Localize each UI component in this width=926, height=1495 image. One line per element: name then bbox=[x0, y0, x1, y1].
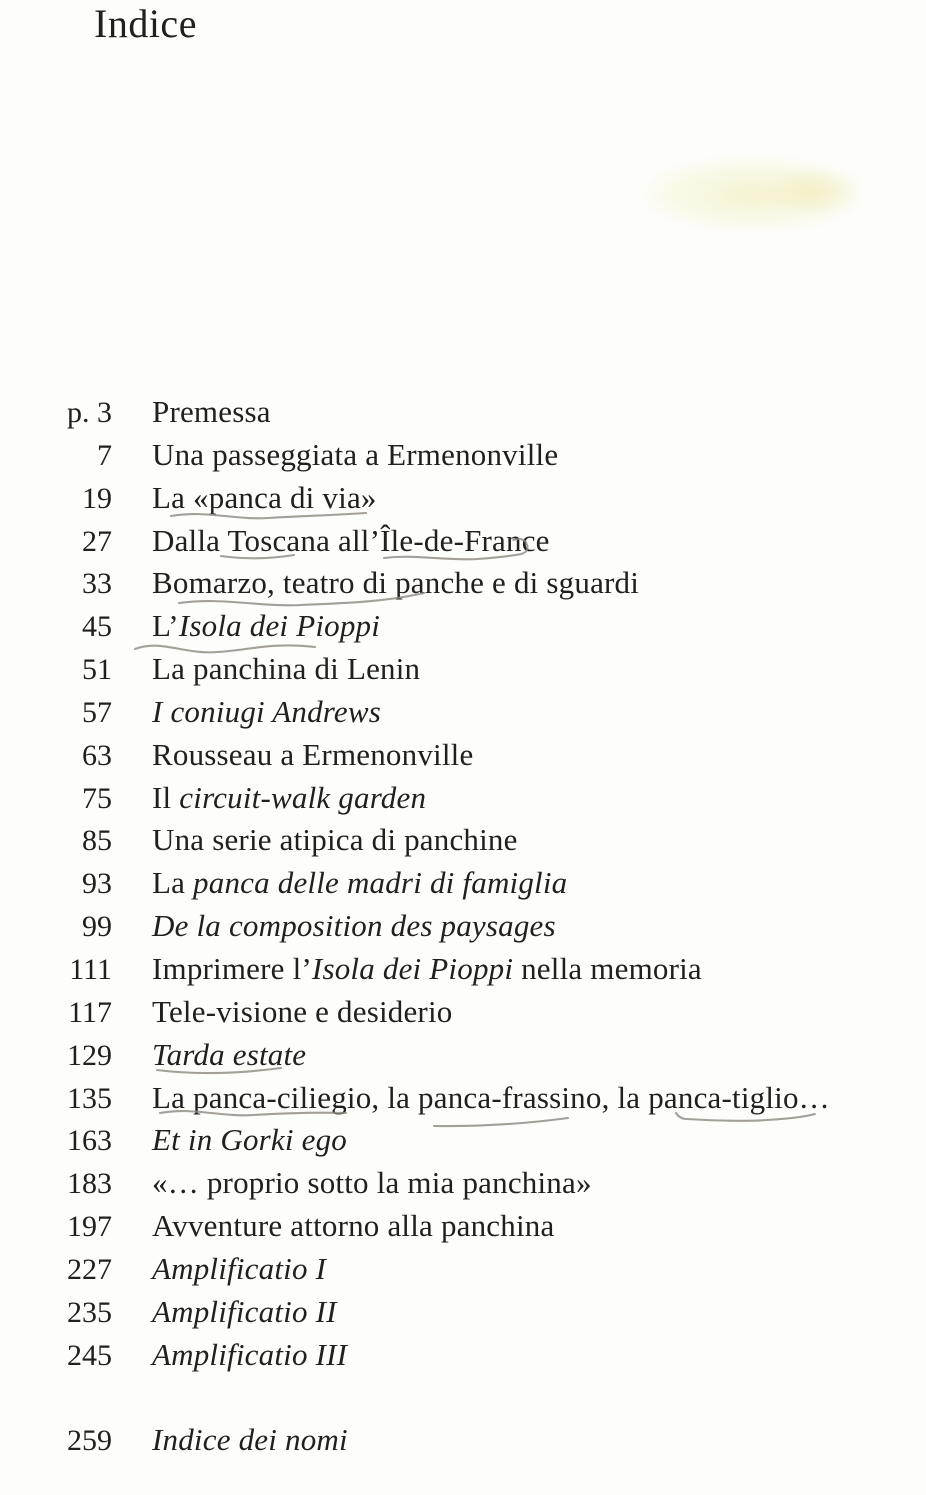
page-number: 27 bbox=[82, 524, 112, 558]
toc-entry bbox=[0, 862, 926, 905]
page-number: 7 bbox=[97, 438, 112, 472]
toc-entry bbox=[0, 391, 926, 434]
entry-title bbox=[152, 648, 420, 691]
entry-title bbox=[152, 1334, 347, 1377]
entry-title bbox=[152, 477, 377, 520]
page-number: 183 bbox=[67, 1167, 112, 1201]
entry-title bbox=[152, 948, 702, 991]
toc-entry bbox=[0, 520, 926, 563]
toc-entry bbox=[0, 1419, 926, 1462]
page-number: 227 bbox=[67, 1252, 112, 1286]
entry-title-segment: L’ bbox=[152, 608, 179, 644]
entry-title bbox=[152, 1077, 830, 1120]
toc-entry bbox=[0, 991, 926, 1034]
toc-list bbox=[0, 391, 926, 1462]
page-number: 197 bbox=[67, 1210, 112, 1244]
entry-title-segment: Il bbox=[152, 779, 180, 815]
entry-title bbox=[152, 819, 518, 862]
entry-title bbox=[152, 562, 639, 605]
entry-title-segment: Una passeggiata a Ermenonville bbox=[152, 436, 559, 472]
toc-entry bbox=[0, 734, 926, 777]
entry-title-segment: Avventure attorno alla panchina bbox=[152, 1208, 555, 1244]
entry-title bbox=[152, 1034, 306, 1077]
entry-title bbox=[152, 691, 381, 734]
page-number: 63 bbox=[82, 738, 112, 772]
toc-entry bbox=[0, 562, 926, 605]
page-number: 235 bbox=[67, 1295, 112, 1329]
page-number: 57 bbox=[82, 695, 112, 729]
page-number: 135 bbox=[67, 1081, 112, 1115]
entry-title-segment: Una serie atipica di panchine bbox=[152, 822, 518, 858]
toc-entry bbox=[0, 434, 926, 477]
entry-title-segment: La panca-ciliegio, la panca-frassino, la panca-tiglio… bbox=[152, 1079, 830, 1115]
entry-title bbox=[152, 605, 380, 648]
page-number: 245 bbox=[67, 1338, 112, 1372]
entry-title-segment: La panchina di Lenin bbox=[152, 651, 421, 687]
entry-title-segment: Amplificatio II bbox=[152, 1293, 337, 1329]
entry-title bbox=[152, 1119, 347, 1162]
entry-title bbox=[152, 777, 426, 820]
page-number: 33 bbox=[82, 567, 112, 601]
page-number: 129 bbox=[67, 1038, 112, 1072]
entry-title bbox=[152, 520, 550, 563]
page-title: Indice bbox=[94, 1, 197, 46]
entry-title-segment: Amplificatio I bbox=[152, 1250, 327, 1286]
page-number: 99 bbox=[82, 910, 112, 944]
toc-entry bbox=[0, 1334, 926, 1377]
page-number: 85 bbox=[82, 824, 112, 858]
entry-title-segment: Imprimere l’ bbox=[152, 950, 312, 986]
entry-title-segment: Dalla Toscana all’Île-de-France bbox=[152, 522, 550, 558]
entry-title bbox=[152, 1248, 326, 1291]
toc-entry bbox=[0, 477, 926, 520]
page-number: 19 bbox=[82, 481, 112, 515]
toc-entry bbox=[0, 948, 926, 991]
toc-entry bbox=[0, 777, 926, 820]
page-number: 163 bbox=[67, 1124, 112, 1158]
toc-entry bbox=[0, 1291, 926, 1334]
paper-stain-small bbox=[770, 168, 860, 214]
toc-entry bbox=[0, 648, 926, 691]
entry-title bbox=[152, 734, 473, 777]
page-number: p. 3 bbox=[67, 396, 112, 429]
entry-title bbox=[152, 1205, 554, 1248]
entry-title-segment: Isola dei Pioppi bbox=[311, 950, 514, 986]
toc-entry bbox=[0, 691, 926, 734]
toc-entry bbox=[0, 905, 926, 948]
entry-title-segment: panca delle madri di famiglia bbox=[193, 865, 568, 901]
toc-entry bbox=[0, 1248, 926, 1291]
toc-entry bbox=[0, 1205, 926, 1248]
toc-entry bbox=[0, 1119, 926, 1162]
page-number: 93 bbox=[82, 867, 112, 901]
page-number: 111 bbox=[69, 952, 112, 986]
entry-title bbox=[152, 862, 567, 905]
entry-title-segment: Amplificatio III bbox=[152, 1336, 348, 1372]
entry-title-segment: Isola dei Pioppi bbox=[178, 608, 381, 644]
entry-title-segment: Et in Gorki ego bbox=[152, 1122, 347, 1158]
entry-title-segment: I coniugi Andrews bbox=[152, 693, 381, 729]
entry-title-segment: Indice dei nomi bbox=[152, 1422, 348, 1458]
toc-entry bbox=[0, 819, 926, 862]
entry-title-segment: circuit-walk garden bbox=[179, 779, 427, 815]
entry-title bbox=[152, 391, 271, 434]
entry-title-segment: «… proprio sotto la mia panchina» bbox=[152, 1165, 592, 1201]
page-number: 75 bbox=[82, 781, 112, 815]
entry-title bbox=[152, 1419, 348, 1462]
entry-title bbox=[152, 991, 452, 1034]
entry-title-segment: La «panca di via» bbox=[152, 479, 377, 515]
entry-title-segment: De la composition des paysages bbox=[152, 908, 556, 944]
page-number: 45 bbox=[82, 610, 112, 644]
entry-title bbox=[152, 905, 556, 948]
toc-entry bbox=[0, 1034, 926, 1077]
entry-title-segment: Tarda estate bbox=[152, 1036, 307, 1072]
page-number: 51 bbox=[82, 653, 112, 687]
paper-stain bbox=[648, 158, 858, 230]
entry-title bbox=[152, 1291, 337, 1334]
toc-entry bbox=[0, 1077, 926, 1120]
entry-title-segment: Premessa bbox=[152, 394, 271, 429]
entry-title-segment: Rousseau a Ermenonville bbox=[152, 736, 474, 772]
entry-title bbox=[152, 1162, 592, 1205]
entry-title-segment: nella memoria bbox=[513, 950, 702, 986]
entry-title bbox=[152, 434, 558, 477]
toc-entry bbox=[0, 605, 926, 648]
entry-title-segment: Bomarzo, teatro di panche e di sguardi bbox=[152, 565, 640, 601]
entry-title-segment: Tele-visione e desiderio bbox=[152, 993, 453, 1029]
toc-entry bbox=[0, 1162, 926, 1205]
page-number: 117 bbox=[68, 995, 112, 1029]
page-number: 259 bbox=[67, 1424, 112, 1458]
entry-title-segment: La bbox=[152, 865, 194, 901]
